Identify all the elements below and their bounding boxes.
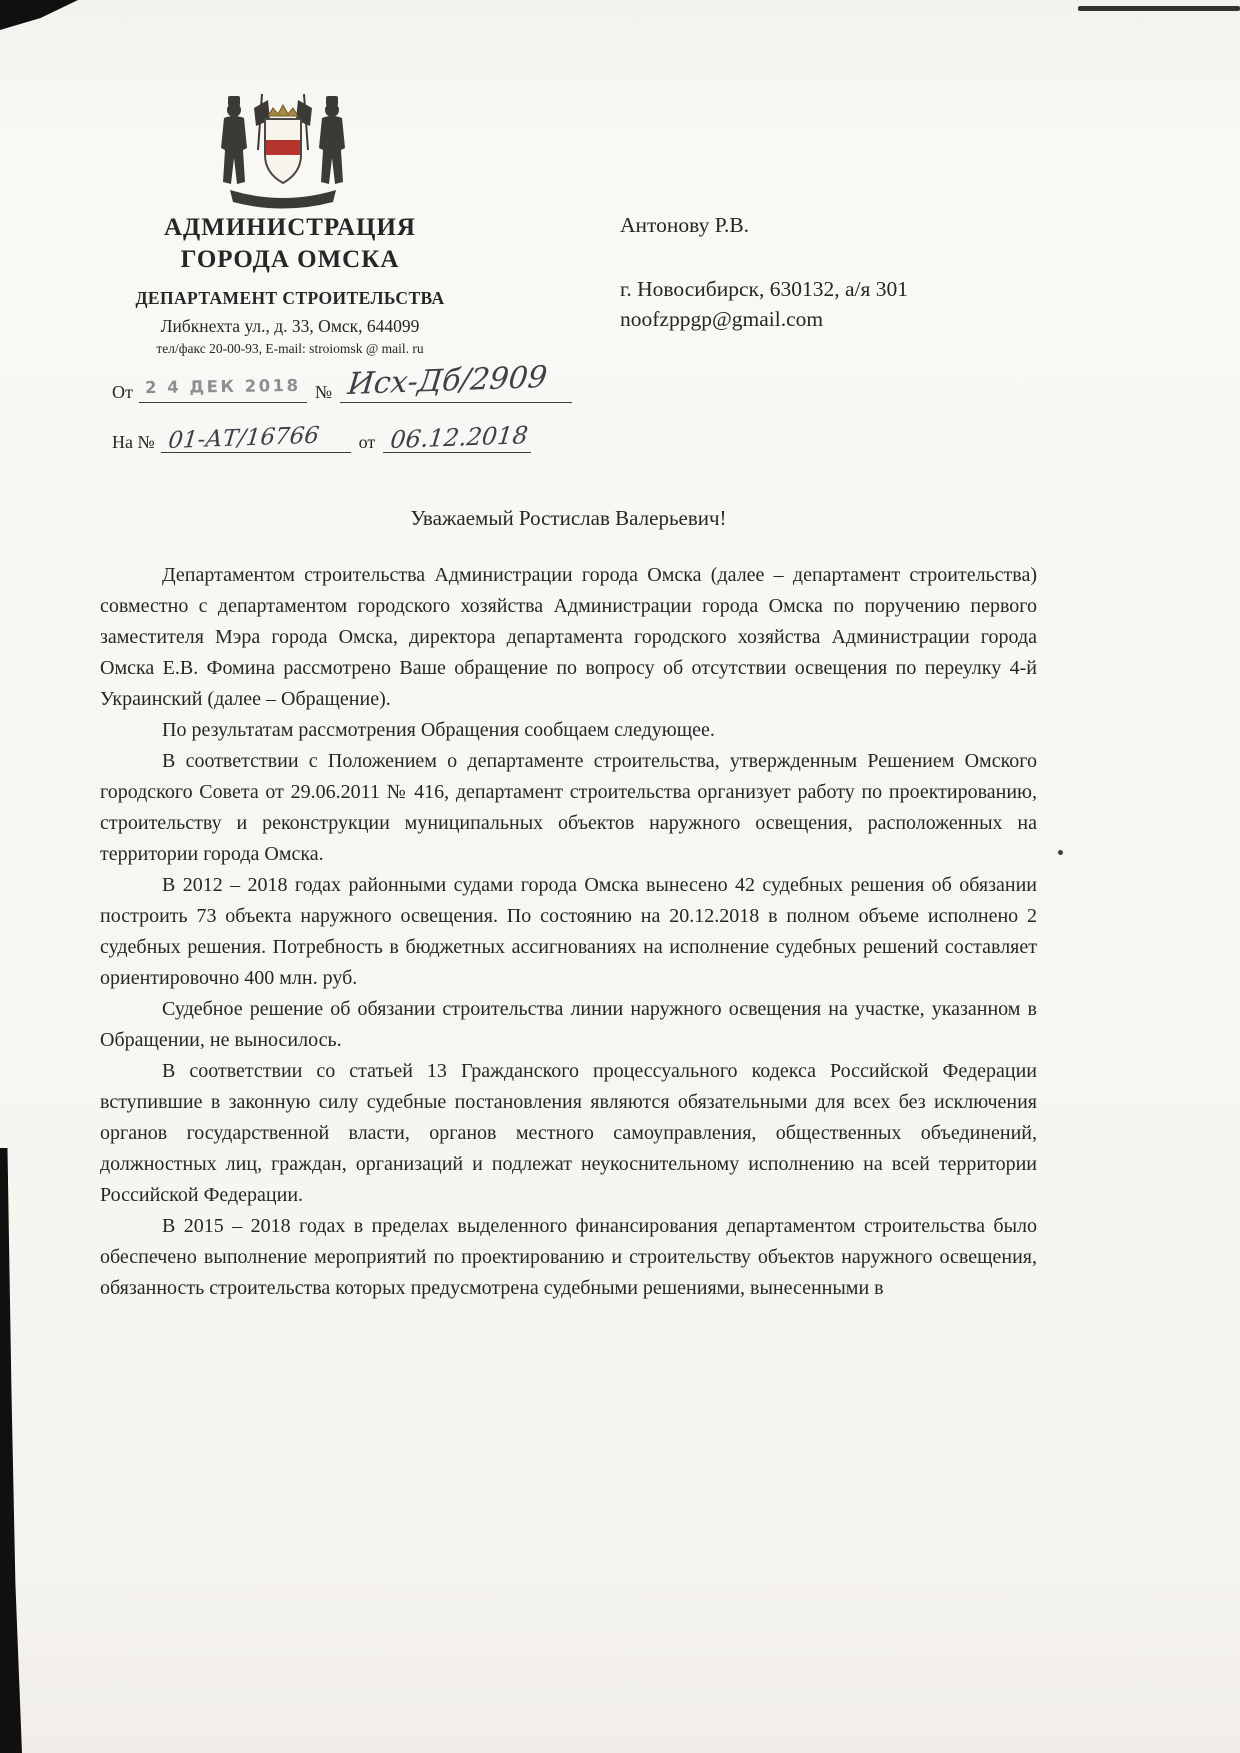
supporter-left [221,96,247,184]
letter-body [100,560,1037,1304]
org-name-line1: АДМИНИСТРАЦИЯ [164,214,416,241]
paragraph: В 2015 – 2018 годах в пределах выделенного финансирования департаментом строительства было обеспечено выполнение мероприятий по проектированию и строительству объектов наружного освещения, обязанность строительства которых предусмотрена судебными решениями, вынесенными в [100,1215,1037,1299]
recipient-block [620,210,908,334]
outgoing-number-field [340,359,572,403]
omsk-coat-of-arms-icon [210,86,356,214]
scan-artifact-top-right [1078,6,1240,11]
crown [268,105,298,116]
incoming-reference-row [112,421,531,454]
incoming-date-handwriting: 06.12.2018 [389,421,530,454]
recipient-name: Антонову Р.В. [620,213,750,237]
salutation: Уважаемый Ростислав Валерьевич! [410,506,727,530]
reply-date-label: от [358,432,376,452]
scan-artifact-top-left [0,0,78,30]
outgoing-number-handwriting: Исх-Дб/2909 [346,359,549,402]
paragraph: Департаментом строительства Администрации города Омска (далее – департамент строительства) совместно с департаментом городского хозяйства Администрации города Омска по поручению первого заместителя Мэра города Омска, директора департамента городского хозяйства Администрации города Омска Е.В. Фомина рассмотрено Ваше обращение по вопросу об отсутствии освещения по переулку 4-й Украинский (далее – Обращение). [100,564,1037,710]
outgoing-reference-row [112,359,572,403]
recipient-address: г. Новосибирск, 630132, а/я 301 [620,277,908,301]
date-stamp: 2 4 ДЕК 2018 [144,375,301,398]
paragraph: В 2012 – 2018 годах районными судами города Омска вынесено 42 судебных решения об обязании построить 73 объекта наружного освещения. По состоянию на 20.12.2018 в полном объеме исполнено 2 судебных решения. Потребность в бюджетных ассигнованиях на исполнение судебных решений составляет ориентировочно 400 млн. руб. [100,874,1037,989]
incoming-number-field [161,422,351,454]
reply-label: На № [112,432,155,452]
supporter-right [319,96,345,184]
scan-artifact-dot [1058,850,1063,855]
shield-band [266,140,300,155]
department-name: ДЕПАРТАМЕНТ СТРОИТЕЛЬСТВА [135,288,445,308]
paragraph: Судебное решение об обязании строительства линии наружного освещения на участке, указанном в Обращении, не выносилось. [100,998,1037,1051]
incoming-number-handwriting: 01-АТ/16766 [166,422,321,454]
paragraph: В соответствии с Положением о департаменте строительства, утвержденным Решением Омского городского Совета от 29.06.2011 № 416, департамент строительства организует работу по проектированию, строительству и реконструкции муниципальных объектов наружного освещения, расположенных на территории города Омска. [100,750,1037,865]
paragraph: В соответствии со статьей 13 Гражданского процессуального кодекса Российской Федерации вступившие в законную силу судебные постановления являются обязательными для всех без исключения органов государственной власти, органов местного самоуправления, общественных объединений, должностных лиц, граждан, организаций и подлежат неукоснительному исполнению на всей территории Российской Федерации. [100,1060,1037,1206]
org-address: Либкнехта ул., д. 33, Омск, 644099 [160,316,420,336]
number-label: № [314,382,333,402]
ribbon-base [230,190,336,209]
recipient-email: noofzppgp@gmail.com [620,307,824,331]
org-contacts: тел/факс 20-00-93, E-mail: stroiomsk @ mail. ru [156,341,424,356]
outgoing-date-field [139,375,307,403]
paragraph: По результатам рассмотрения Обращения сообщаем следующее. [162,719,715,741]
incoming-date-field [383,421,531,454]
org-name-line2: ГОРОДА ОМСКА [180,246,400,273]
from-label: От [112,382,133,402]
scan-artifact-left-edge [0,1148,22,1753]
